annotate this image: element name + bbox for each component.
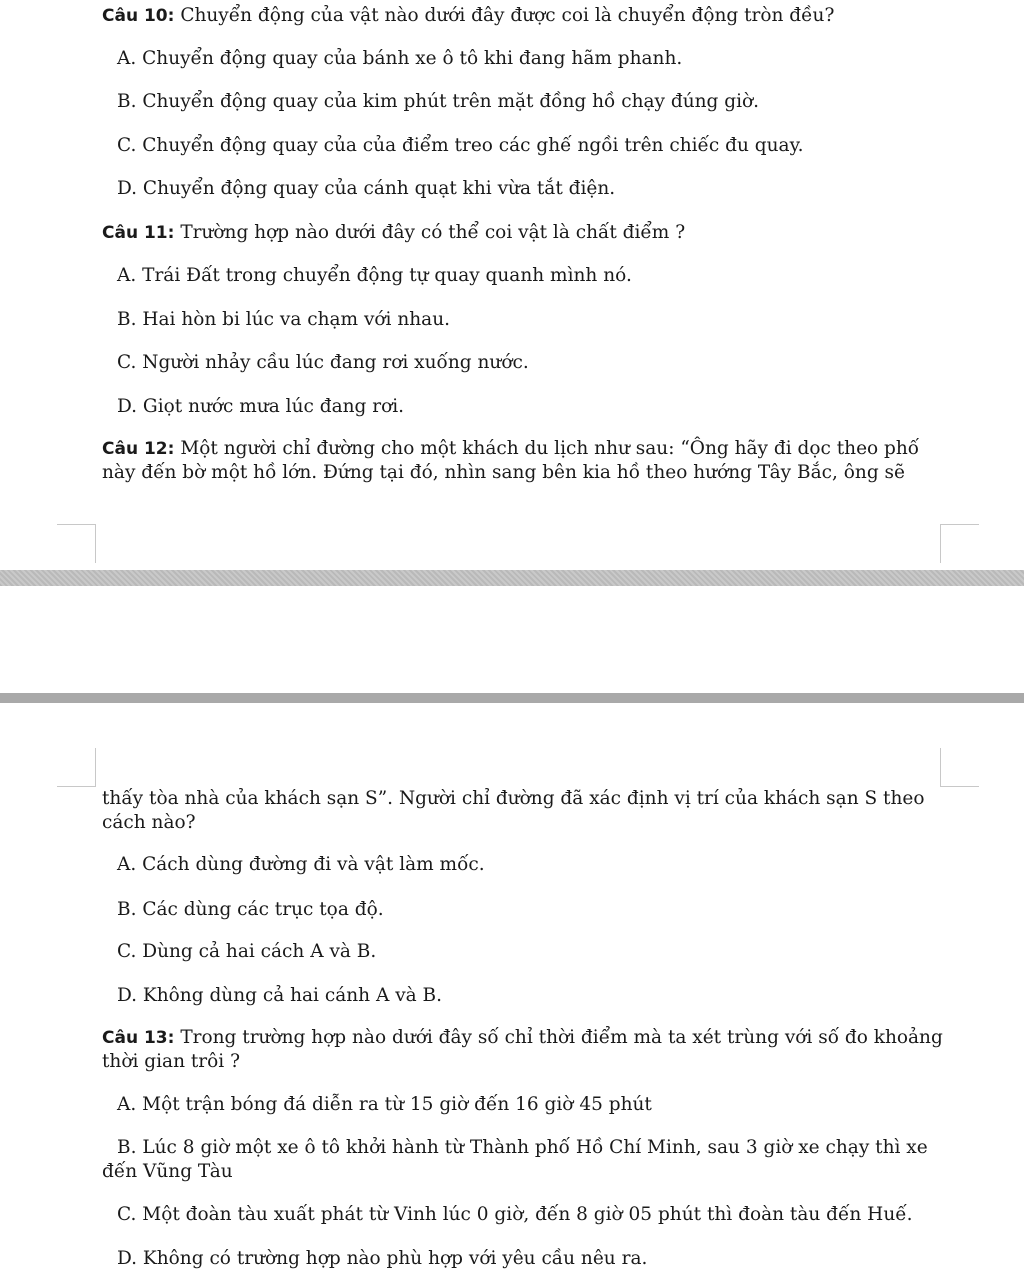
- page-gap: [0, 570, 1024, 703]
- question-13-option-d: D. Không có trường hợp nào phù hợp với yêu cầu nêu ra.: [117, 1248, 648, 1269]
- question-13-label: Câu 13:: [102, 1028, 175, 1048]
- crop-mark: [57, 748, 96, 787]
- question-12: [102, 437, 919, 461]
- question-12-text-line-3: thấy tòa nhà của khách sạn S”. Người chỉ đường đã xác định vị trí của khách sạn S theo: [102, 788, 925, 809]
- question-12-option-d: D. Không dùng cả hai cánh A và B.: [117, 985, 443, 1006]
- question-11-label: Câu 11:: [102, 223, 175, 243]
- question-13: [102, 1026, 943, 1050]
- question-10-option-a: A. Chuyển động quay của bánh xe ô tô khi đang hãm phanh.: [117, 48, 683, 69]
- page-separator-bottom: [0, 693, 1024, 703]
- crop-mark: [57, 524, 96, 563]
- crop-mark: [940, 524, 979, 563]
- page-separator-top: [0, 570, 1024, 586]
- question-13-text-line-1: Trong trường hợp nào dưới đây số chỉ thời điểm mà ta xét trùng với số đo khoảng: [174, 1027, 943, 1048]
- question-11-option-a: A. Trái Đất trong chuyển động tự quay quanh mình nó.: [117, 265, 632, 286]
- document-page-2: [0, 703, 1024, 1280]
- question-13-text-line-2: thời gian trôi ?: [102, 1051, 241, 1072]
- question-10-text: Chuyển động của vật nào dưới đây được coi là chuyển động tròn đều?: [174, 5, 835, 26]
- question-13-option-c: C. Một đoàn tàu xuất phát từ Vinh lúc 0 giờ, đến 8 giờ 05 phút thì đoàn tàu đến Huế.: [117, 1204, 913, 1225]
- question-12-option-a: A. Cách dùng đường đi và vật làm mốc.: [117, 854, 485, 875]
- question-10-label: Câu 10:: [102, 6, 175, 26]
- question-12-text-line-1: Một người chỉ đường cho một khách du lịch như sau: “Ông hãy đi dọc theo phố: [174, 438, 920, 459]
- crop-mark: [940, 748, 979, 787]
- question-12-option-b: B. Các dùng các trục tọa độ.: [117, 899, 384, 920]
- question-11-option-b: B. Hai hòn bi lúc va chạm với nhau.: [117, 309, 451, 330]
- question-12-label: Câu 12:: [102, 439, 175, 459]
- question-10: [102, 4, 834, 28]
- question-10-option-d: D. Chuyển động quay của cánh quạt khi vừa tắt điện.: [117, 178, 616, 199]
- question-13-option-b-cont: đến Vũng Tàu: [102, 1161, 233, 1182]
- question-11-option-c: C. Người nhảy cầu lúc đang rơi xuống nước.: [117, 352, 529, 373]
- question-12-text-line-2: này đến bờ một hồ lớn. Đứng tại đó, nhìn sang bên kia hồ theo hướng Tây Bắc, ông sẽ: [102, 462, 905, 483]
- document-page-1: [0, 0, 1024, 570]
- question-11-option-d: D. Giọt nước mưa lúc đang rơi.: [117, 396, 405, 417]
- question-11: [102, 221, 685, 245]
- question-13-option-a: A. Một trận bóng đá diễn ra từ 15 giờ đến 16 giờ 45 phút: [117, 1094, 652, 1115]
- question-12-option-c: C. Dùng cả hai cách A và B.: [117, 941, 377, 962]
- question-12-text-line-4: cách nào?: [102, 812, 196, 833]
- question-10-option-b: B. Chuyển động quay của kim phút trên mặt đồng hồ chạy đúng giờ.: [117, 91, 760, 112]
- question-11-text: Trường hợp nào dưới đây có thể coi vật là chất điểm ?: [174, 222, 686, 243]
- question-10-option-c: C. Chuyển động quay của của điểm treo các ghế ngồi trên chiếc đu quay.: [117, 135, 804, 156]
- question-13-option-b: B. Lúc 8 giờ một xe ô tô khởi hành từ Thành phố Hồ Chí Minh, sau 3 giờ xe chạy thì xe: [117, 1137, 928, 1158]
